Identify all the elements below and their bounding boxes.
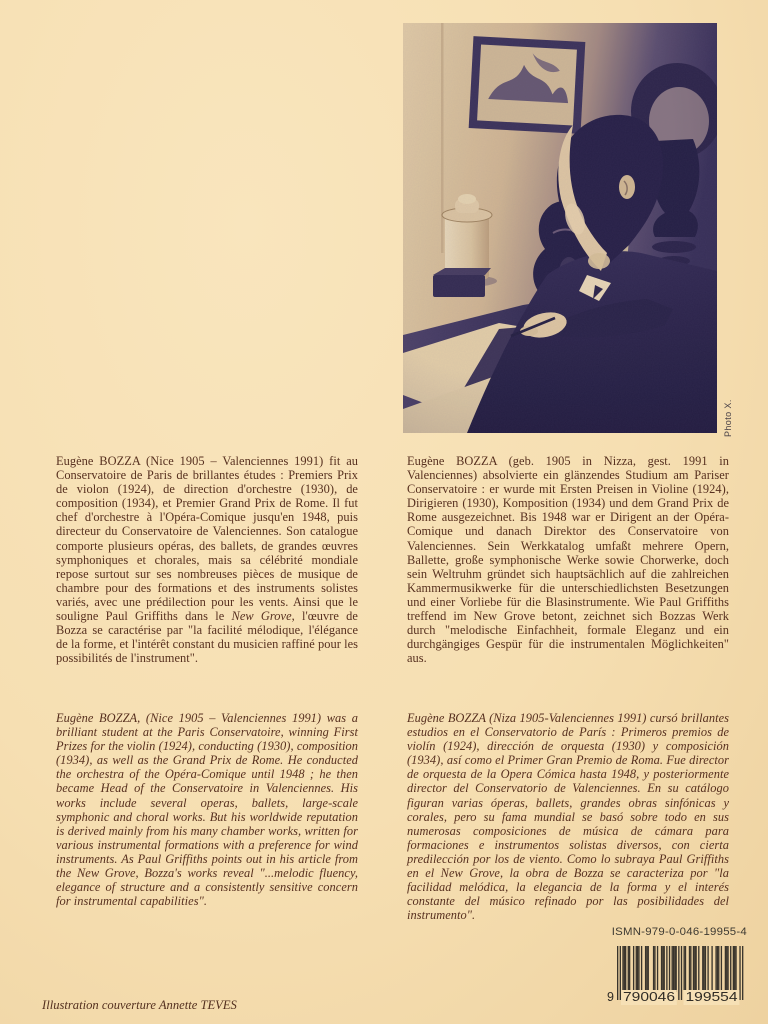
cover-photo	[403, 23, 717, 433]
ismn-number: ISMN-979-0-046-19955-4	[611, 926, 747, 938]
barcode-digits-right: 199554	[685, 990, 738, 1004]
photo-credit: Photo X.	[723, 399, 733, 437]
bio-paragraph-spanish: Eugène BOZZA (Niza 1905-Valenciennes 1991) cursó brillantes estudios en el Conservatorio de París : Primeros premios de violín (1924), dirección de orquesta (1930) y composición (1934), así como el Primer Gran Premio de Roma. Fue director de orquesta de la Opera Cómica hasta 1948, y posteriormente director del Conservatorio de Valenciennes. En su catálogo figuran varias óperas, ballets, grandes obras sinfónicas y corales, pero su fama mundial se basó sobre todo en sus numerosas composiciones de música de cámara para formaciones e instrumentos solistas diversos, con cierta predilección por los de viento. Como lo subraya Paul Griffiths en el New Grove, la obra de Bozza se caracteriza por "la facilidad melódica, la elegancia de la forma y el interés constante del músico refinado por las posibilidades del instrumento".	[407, 711, 729, 923]
bio-paragraph-french: Eugène BOZZA (Nice 1905 – Valenciennes 1991) fit au Conservatoire de Paris de brillantes études : Premiers Prix de violon (1924), de direction d'orchestre (1930), de composition (1934), et Premier Grand Prix de Rome. Il fut chef d'orchestre à l'Opéra-Comique jusqu'en 1948, puis directeur du Conservatoire de Valenciennes. Son catalogue comporte plusieurs opéras, des ballets, de grandes œuvres symphoniques et chorales, mais sa célébrité mondiale repose surtout sur ses nombreuses pièces de musique de chambre pour des formations et des instruments solistes variés, avec une prédilection pour les vents. Ainsi que le souligne Paul Griffiths dans le New Grove, l'œuvre de Bozza se caractérise par "la facilité mélodique, l'élégance de la forme, et l'intérêt constant du musicien raffiné pour les possibilités de l'instrument".	[56, 454, 358, 666]
ean-barcode	[605, 944, 747, 1006]
bio-paragraph-german: Eugène BOZZA (geb. 1905 in Nizza, gest. 1991 in Valenciennes) absolvierte ein glänzendes Studium am Pariser Conservatoire : er wurde mit Ersten Preisen in Violine (1924), Dirigieren (1930), Komposition (1934) und dem Grand Prix de Rome ausgezeichnet. Bis 1948 war er Dirigent an der Opéra-Comique und danach Direktor des Conservatoire von Valenciennes. Sein Werkkatalog umfaßt mehrere Opern, Ballette, große symphonische Werke sowie Chorwerke, doch sein Weltruhm gründet sich hauptsächlich auf die zahlreichen Kammermusikwerke für die unterschiedlichsten Besetzungen und einer Vorliebe für die Blasinstrumente. Wie Paul Griffiths treffend im New Grove betont, zeichnet sich Bozzas Werk durch "melodische Einfachheit, formale Eleganz und ein durchgängiges Gespür für die instrumentalen Möglichkeiten" aus.	[407, 454, 729, 666]
illustration-credit: Illustration couverture Annette TEVES	[42, 998, 237, 1012]
bio-paragraph-english: Eugène BOZZA, (Nice 1905 – Valenciennes 1991) was a brilliant student at the Paris Conservatoire, winning First Prizes for the violin (1924), conducting (1930), composition (1934), as well as the Grand Prix de Rome. He conducted the orchestra of the Opéra-Comique until 1948 ; he then became Head of the Conservatoire in Valenciennes. His works include several operas, ballets, large-scale symphonic and choral works. But his worldwide reputation is derived mainly from his many chamber works, written for various instrumental formations with a preference for wind instruments. As Paul Griffiths points out in his article from the New Grove, Bozza's works reveal "...melodic fluency, elegance of structure and a consistently sensitive concern for instrumental capabilities".	[56, 711, 358, 909]
barcode-digits-left: 790046	[623, 990, 676, 1004]
cover-photo-art	[403, 23, 717, 433]
barcode-digit-first: 9	[607, 990, 614, 1004]
